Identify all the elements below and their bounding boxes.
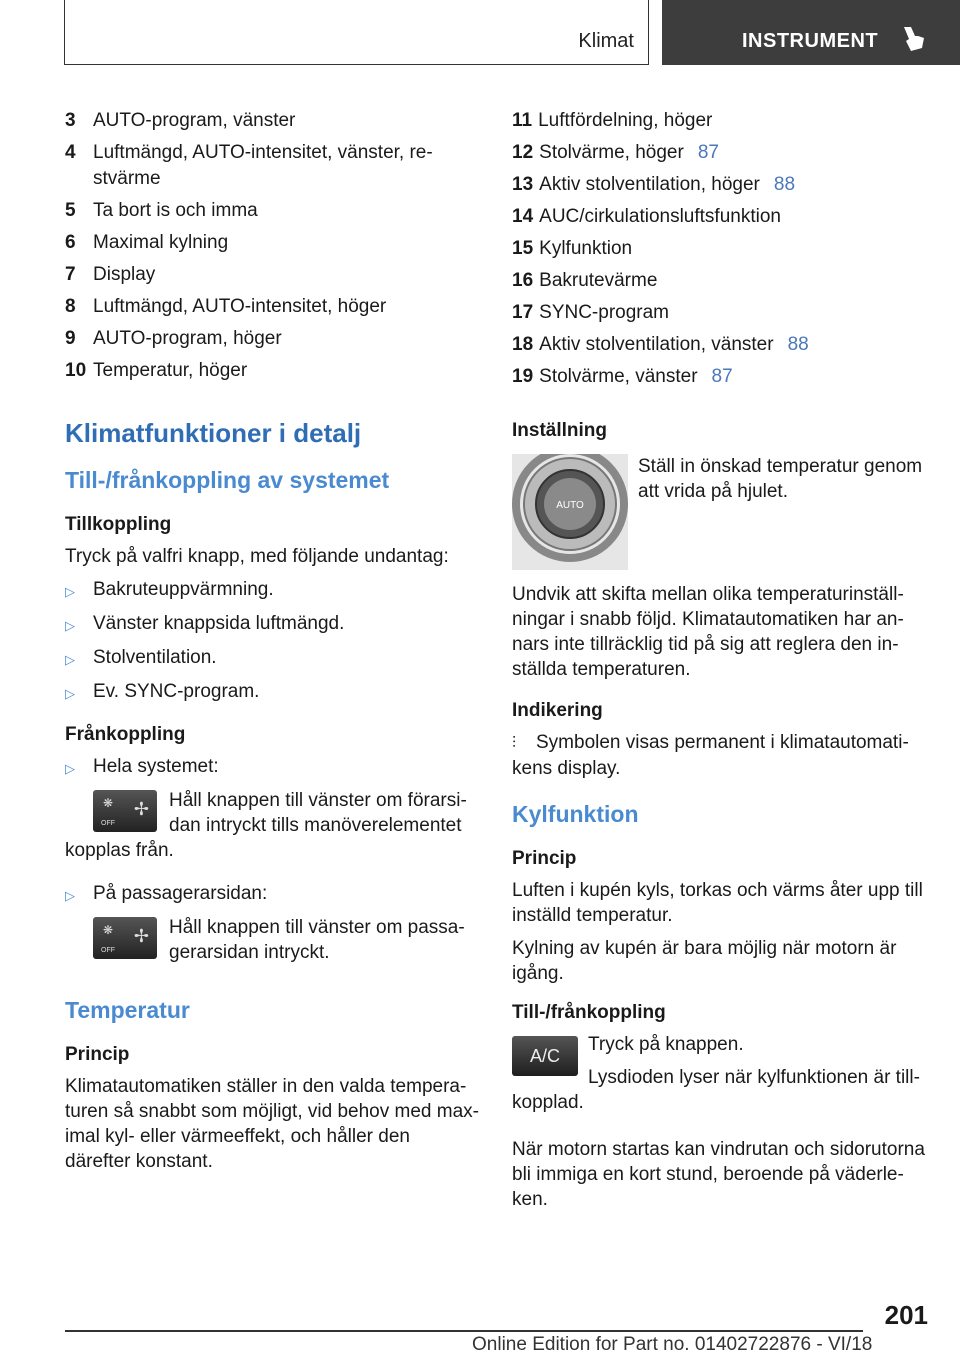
item-number: 18 — [512, 334, 534, 355]
fan-icon: ✢ — [133, 799, 149, 819]
item-text: Display — [93, 264, 156, 285]
page-reference-link[interactable]: 88 — [773, 174, 796, 195]
list-item — [512, 236, 930, 262]
list-item — [65, 326, 480, 352]
heading-princip: Princip — [65, 1044, 130, 1065]
page-reference-link[interactable]: 88 — [787, 334, 809, 355]
hela-systemet-text: Håll knappen till vänster om förarsidan intryckt tills manöverelementet kopplas från. — [65, 790, 467, 861]
list-item — [512, 268, 930, 294]
list-item — [65, 294, 480, 320]
heading-onoff-kyl: Till-/frånkoppling — [512, 1002, 666, 1023]
item-text: AUTO-program, vänster — [93, 110, 296, 131]
item-number: 15 — [512, 238, 534, 259]
item-text: Stolvärme, vänster 87 — [539, 366, 733, 387]
small-fan-icon: ❋ — [103, 923, 114, 937]
header-frame — [64, 0, 649, 65]
list-item — [65, 262, 480, 288]
exception-list — [65, 577, 480, 706]
list-item — [512, 332, 930, 358]
hela-systemet-block — [65, 788, 480, 871]
fan-icon: ✢ — [133, 926, 149, 946]
heading-installning: Inställning — [512, 420, 607, 441]
page-reference-link[interactable]: 87 — [697, 142, 719, 163]
list-item: ▷ Ev. SYNC-program. — [65, 679, 480, 706]
passagerare-block — [65, 915, 480, 973]
item-number: 9 — [65, 328, 76, 349]
list-item — [65, 230, 480, 256]
item-number: 10 — [65, 360, 87, 381]
page-number: 201 — [884, 1300, 928, 1330]
list-item: ▷ Vänster knappsida luftmängd. — [65, 611, 480, 638]
nar-motorn-text: När motorn startas kan vindrutan och sidorutorna bli immiga en kort stund, beroende på väderleken. — [512, 1139, 925, 1210]
tillkoppling-text: Tryck på valfri knapp, med följande undantag: — [65, 546, 449, 567]
item-number: 8 — [65, 296, 76, 317]
knob-auto-label: AUTO — [556, 500, 584, 511]
item-text: Luftmängd, AUTO-intensitet, höger — [93, 296, 387, 317]
small-fan-icon: ❋ — [103, 796, 114, 810]
triangle-bullet-icon: ▷ — [65, 686, 75, 701]
item-number: 7 — [65, 264, 76, 285]
heading-klimatfunktioner: Klimatfunktioner i detalj — [65, 418, 362, 448]
item-text: Maximal kylning — [93, 232, 229, 253]
heat-waves-icon: ⫶ — [512, 735, 517, 752]
list-item: ▷ Stolventilation. — [65, 645, 480, 672]
list-item — [65, 140, 480, 192]
item-number: 4 — [65, 142, 76, 163]
item-text: Luftmängd, AUTO-intensitet, vänster, restvärme — [93, 142, 433, 189]
item-text: Aktiv stolventilation, vänster 88 — [539, 334, 809, 355]
item-number: 16 — [512, 270, 534, 291]
legend-list-right — [512, 108, 930, 390]
ac-block — [512, 1032, 930, 1123]
header-tab-instrument[interactable] — [662, 0, 960, 65]
item-number: 3 — [65, 110, 76, 131]
triangle-bullet-icon: ▷ — [65, 618, 75, 633]
list-item: ▷ Bakruteuppvärmning. — [65, 577, 480, 604]
footer-divider — [65, 1330, 863, 1332]
passagerare-text: Håll knappen till vänster om passagerarsidan intryckt. — [169, 917, 465, 963]
right-column — [512, 108, 930, 1220]
ac-button-image: A/C — [512, 1036, 578, 1076]
pointing-hand-icon — [898, 24, 926, 54]
left-column — [65, 108, 480, 1182]
item-number: 17 — [512, 302, 534, 323]
list-item — [65, 358, 480, 384]
off-fan-button-image: ❋ OFF ✢ — [93, 917, 157, 959]
installning-block — [512, 454, 930, 578]
item-number: 13 — [512, 174, 534, 195]
list-item — [65, 108, 480, 134]
triangle-bullet-icon: ▷ — [65, 652, 75, 667]
footer-edition: Online Edition for Part no. 01402722876 - VI/18 — [472, 1334, 873, 1355]
item-text: Temperatur, höger — [93, 360, 248, 381]
item-number: 19 — [512, 366, 534, 387]
header-section-title: Klimat — [578, 30, 634, 52]
indikering-paragraph: ⫶ Symbolen visas permanent i klimatautomatikens display. — [512, 732, 909, 779]
list-item: ▷ På passagerarsidan: — [65, 881, 480, 908]
item-number: 6 — [65, 232, 76, 253]
list-item — [65, 198, 480, 224]
item-text: Bakrutevärme — [539, 270, 658, 291]
item-text: AUC/cirkulationsluftsfunktion — [539, 206, 781, 227]
legend-list-left — [65, 108, 480, 384]
off-fan-button-image: ❋ OFF ✢ — [93, 790, 157, 832]
list-item — [512, 140, 930, 166]
tryck-text: Tryck på knappen. — [588, 1034, 744, 1055]
item-number: 11 — [512, 110, 533, 131]
page-reference-link[interactable]: 87 — [711, 366, 733, 387]
header-tab-label: INSTRUMENT — [742, 30, 879, 52]
item-text: SYNC-program — [539, 302, 670, 323]
triangle-bullet-icon: ▷ — [65, 584, 75, 599]
list-item — [512, 172, 930, 198]
installning-text: Ställ in önskad temperatur genom att vrida på hjulet. — [638, 456, 923, 502]
item-text: Stolvärme, höger 87 — [539, 142, 719, 163]
princip-text: Klimatautomatiken ställer in den valda temperaturen så snabbt som möjligt, vid behov med maximal kyl- eller värmeeffekt, och håller den därefter konstant. — [65, 1076, 479, 1172]
item-text: Kylfunktion — [539, 238, 633, 259]
item-text: Luftfördelning, höger — [538, 110, 713, 131]
list-item — [512, 364, 930, 390]
item-number: 5 — [65, 200, 76, 221]
heading-tillkoppling: Tillkoppling — [65, 514, 172, 535]
kyl-princip-text-2: Kylning av kupén är bara möjlig när motorn är igång. — [512, 938, 897, 984]
kyl-princip-text-1: Luften i kupén kyls, torkas och värms åter upp till inställd temperatur. — [512, 880, 923, 926]
heading-princip-kyl: Princip — [512, 848, 577, 869]
heading-onoff-system: Till-/frånkoppling av systemet — [65, 467, 390, 493]
list-item — [512, 108, 930, 134]
item-text: AUTO-program, höger — [93, 328, 282, 349]
item-text: Aktiv stolventilation, höger 88 — [539, 174, 796, 195]
heading-kylfunktion: Kylfunktion — [512, 801, 639, 827]
triangle-bullet-icon: ▷ — [65, 761, 75, 776]
heading-temperatur: Temperatur — [65, 997, 190, 1023]
heading-indikering: Indikering — [512, 700, 603, 721]
list-item — [512, 300, 930, 326]
item-number: 12 — [512, 142, 534, 163]
triangle-bullet-icon: ▷ — [65, 888, 75, 903]
lysdioden-text: Lysdioden lyser när kylfunktionen är tillkopplad. — [512, 1067, 920, 1113]
heading-frankoppling: Frånkoppling — [65, 724, 186, 745]
undvik-text: Undvik att skifta mellan olika temperaturinställningar i snabb följd. Klimatautomatiken har annars inte tillräcklig tid på sig att reglera den inställda temperaturen. — [512, 584, 904, 680]
list-item: ▷ Hela systemet: — [65, 754, 480, 781]
item-text: Ta bort is och imma — [93, 200, 258, 221]
item-number: 14 — [512, 206, 534, 227]
temperature-knob-image — [512, 454, 628, 570]
list-item — [512, 204, 930, 230]
